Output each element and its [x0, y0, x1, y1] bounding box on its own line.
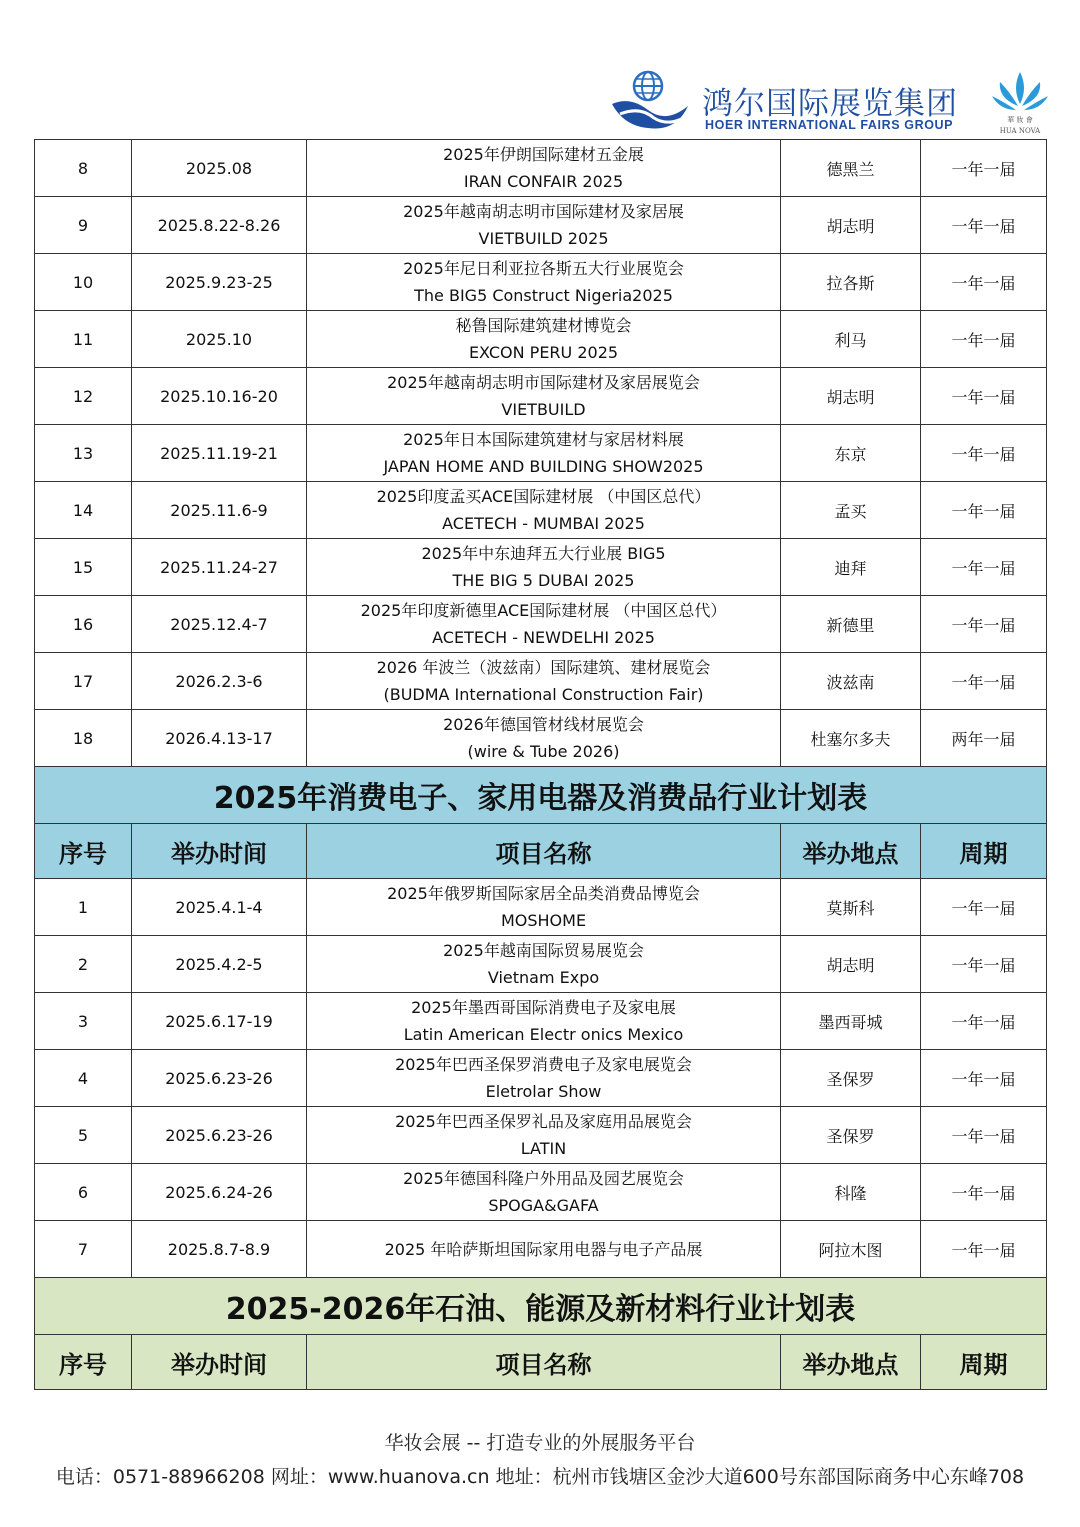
- table-row: [35, 1221, 1047, 1278]
- name-en: The BIG5 Construct Nigeria2025: [414, 286, 673, 305]
- name-cn: 2025年俄罗斯国际家居全品类消费品博览会: [387, 884, 700, 903]
- row-cycle: 一年一届: [921, 993, 1047, 1050]
- row-cycle: 一年一届: [921, 653, 1047, 710]
- row-project-name: [307, 254, 781, 311]
- row-number: 9: [35, 197, 132, 254]
- table-header-row: [35, 1335, 1047, 1390]
- row-cycle: 一年一届: [921, 539, 1047, 596]
- row-project-name: [307, 539, 781, 596]
- name-cn: 2025年越南胡志明市国际建材及家居展: [403, 202, 684, 221]
- name-cn: 2025年尼日利亚拉各斯五大行业展览会: [403, 259, 684, 278]
- name-en: THE BIG 5 DUBAI 2025: [452, 571, 635, 590]
- name-en: (wire & Tube 2026): [467, 742, 620, 761]
- section-title: 2025年消费电子、家用电器及消费品行业计划表: [35, 767, 1047, 824]
- row-city: 利马: [781, 311, 921, 368]
- row-city: 波兹南: [781, 653, 921, 710]
- name-cn: 2025年巴西圣保罗礼品及家庭用品展览会: [395, 1112, 692, 1131]
- row-date: 2025.4.2-5: [132, 936, 307, 993]
- table-row: [35, 879, 1047, 936]
- row-cycle: 一年一届: [921, 1164, 1047, 1221]
- header-date: 举办时间: [132, 1335, 307, 1390]
- row-city: 东京: [781, 425, 921, 482]
- row-number: 8: [35, 140, 132, 197]
- header-number: 序号: [35, 1335, 132, 1390]
- header-cycle: 周期: [921, 1335, 1047, 1390]
- row-project-name: [307, 596, 781, 653]
- section-title: 2025-2026年石油、能源及新材料行业计划表: [35, 1278, 1047, 1335]
- company-logo: [610, 70, 1050, 136]
- table-row: [35, 311, 1047, 368]
- hua-cn: 華 妝 會: [1007, 116, 1033, 124]
- logo-chinese-name: 鸿尔国际展览集团: [702, 86, 958, 122]
- table-row: [35, 254, 1047, 311]
- row-project-name: [307, 1221, 781, 1278]
- header-number: 序号: [35, 824, 132, 879]
- name-cn: 秘鲁国际建筑建材博览会: [455, 316, 632, 335]
- name-cn: 2025年巴西圣保罗消费电子及家电展览会: [395, 1055, 692, 1074]
- row-project-name: [307, 311, 781, 368]
- name-en: SPOGA&GAFA: [488, 1196, 599, 1215]
- row-number: 7: [35, 1221, 132, 1278]
- row-city: 德黑兰: [781, 140, 921, 197]
- row-cycle: 两年一届: [921, 710, 1047, 767]
- table-row: [35, 993, 1047, 1050]
- row-cycle: 一年一届: [921, 936, 1047, 993]
- row-date: 2025.6.17-19: [132, 993, 307, 1050]
- row-number: 17: [35, 653, 132, 710]
- row-date: 2025.12.4-7: [132, 596, 307, 653]
- row-date: 2025.4.1-4: [132, 879, 307, 936]
- header-project-name: 项目名称: [307, 824, 781, 879]
- row-project-name: [307, 993, 781, 1050]
- row-number: 6: [35, 1164, 132, 1221]
- header-project-name: 项目名称: [307, 1335, 781, 1390]
- row-city: 圣保罗: [781, 1050, 921, 1107]
- row-cycle: 一年一届: [921, 140, 1047, 197]
- name-cn: 2025年印度新德里ACE国际建材展 （中国区总代）: [360, 601, 727, 620]
- row-project-name: [307, 879, 781, 936]
- name-cn: 2025印度孟买ACE国际建材展 （中国区总代）: [376, 487, 711, 506]
- row-date: 2026.4.13-17: [132, 710, 307, 767]
- row-date: 2025.11.24-27: [132, 539, 307, 596]
- name-cn: 2026年德国管材线材展览会: [443, 715, 644, 734]
- row-city: 杜塞尔多夫: [781, 710, 921, 767]
- row-project-name: [307, 197, 781, 254]
- name-en: JAPAN HOME AND BUILDING SHOW2025: [383, 457, 704, 476]
- row-date: 2025.08: [132, 140, 307, 197]
- row-number: 18: [35, 710, 132, 767]
- section-title-row: [35, 767, 1047, 824]
- row-cycle: 一年一届: [921, 311, 1047, 368]
- row-date: 2025.11.19-21: [132, 425, 307, 482]
- name-cn: 2025 年哈萨斯坦国际家用电器与电子产品展: [384, 1239, 703, 1259]
- row-city: 胡志明: [781, 936, 921, 993]
- name-en: VIETBUILD 2025: [478, 229, 609, 248]
- table-row: [35, 197, 1047, 254]
- table-row: [35, 539, 1047, 596]
- name-en: Vietnam Expo: [487, 968, 600, 987]
- row-city: 拉各斯: [781, 254, 921, 311]
- table-row: [35, 1164, 1047, 1221]
- name-cn: 2025年日本国际建筑建材与家居材料展: [403, 430, 684, 449]
- row-city: 阿拉木图: [781, 1221, 921, 1278]
- table-row: [35, 653, 1047, 710]
- row-date: 2025.6.23-26: [132, 1107, 307, 1164]
- row-project-name: [307, 1107, 781, 1164]
- name-cn: 2025年越南国际贸易展览会: [443, 941, 644, 960]
- row-city: 孟买: [781, 482, 921, 539]
- name-cn: 2025年中东迪拜五大行业展 BIG5: [421, 544, 666, 563]
- name-en: MOSHOME: [500, 911, 587, 930]
- row-number: 13: [35, 425, 132, 482]
- row-number: 3: [35, 993, 132, 1050]
- hua-en: HUA NOVA: [999, 127, 1041, 135]
- row-city: 胡志明: [781, 368, 921, 425]
- row-project-name: [307, 1050, 781, 1107]
- table-row: [35, 425, 1047, 482]
- row-cycle: 一年一届: [921, 879, 1047, 936]
- row-date: 2025.6.23-26: [132, 1050, 307, 1107]
- name-en: ACETECH - MUMBAI 2025: [442, 514, 645, 533]
- name-en: Latin American Electr onics Mexico: [403, 1025, 684, 1044]
- row-project-name: [307, 425, 781, 482]
- row-number: 5: [35, 1107, 132, 1164]
- row-number: 12: [35, 368, 132, 425]
- table-row: [35, 1050, 1047, 1107]
- row-cycle: 一年一届: [921, 425, 1047, 482]
- row-city: 圣保罗: [781, 1107, 921, 1164]
- row-cycle: 一年一届: [921, 1107, 1047, 1164]
- name-en: Eletrolar Show: [485, 1082, 602, 1101]
- table-row: [35, 482, 1047, 539]
- row-project-name: [307, 368, 781, 425]
- row-number: 15: [35, 539, 132, 596]
- table-row: [35, 596, 1047, 653]
- name-cn: 2026 年波兰（波兹南）国际建筑、建材展览会: [376, 658, 711, 677]
- name-en: ACETECH - NEWDELHI 2025: [432, 628, 655, 647]
- row-date: 2025.9.23-25: [132, 254, 307, 311]
- row-number: 2: [35, 936, 132, 993]
- row-project-name: [307, 710, 781, 767]
- table-row: [35, 140, 1047, 197]
- row-project-name: [307, 936, 781, 993]
- row-project-name: [307, 482, 781, 539]
- row-number: 4: [35, 1050, 132, 1107]
- header-location: 举办地点: [781, 1335, 921, 1390]
- header-cycle: 周期: [921, 824, 1047, 879]
- globe-logo-icon: [610, 70, 702, 134]
- row-city: 胡志明: [781, 197, 921, 254]
- name-cn: 2025年德国科隆户外用品及园艺展览会: [403, 1169, 684, 1188]
- name-en: EXCON PERU 2025: [468, 343, 619, 362]
- row-cycle: 一年一届: [921, 1221, 1047, 1278]
- row-cycle: 一年一届: [921, 368, 1047, 425]
- exhibition-plan-table: [34, 139, 1047, 1390]
- row-date: 2025.6.24-26: [132, 1164, 307, 1221]
- row-date: 2025.11.6-9: [132, 482, 307, 539]
- row-number: 14: [35, 482, 132, 539]
- row-number: 11: [35, 311, 132, 368]
- row-project-name: [307, 1164, 781, 1221]
- row-number: 16: [35, 596, 132, 653]
- table-row: [35, 368, 1047, 425]
- logo-english-name: HOER INTERNATIONAL FAIRS GROUP: [705, 118, 954, 132]
- section-title-row: [35, 1278, 1047, 1335]
- name-en: VIETBUILD: [501, 400, 586, 419]
- table-row: [35, 936, 1047, 993]
- row-date: 2025.8.7-8.9: [132, 1221, 307, 1278]
- table-row: [35, 1107, 1047, 1164]
- name-en: (BUDMA International Construction Fair): [383, 685, 704, 704]
- row-city: 墨西哥城: [781, 993, 921, 1050]
- name-cn: 2025年墨西哥国际消费电子及家电展: [411, 998, 676, 1017]
- row-number: 10: [35, 254, 132, 311]
- row-project-name: [307, 653, 781, 710]
- name-en: LATIN: [520, 1139, 567, 1158]
- row-city: 莫斯科: [781, 879, 921, 936]
- row-city: 迪拜: [781, 539, 921, 596]
- row-city: 新德里: [781, 596, 921, 653]
- table-header-row: [35, 824, 1047, 879]
- header-date: 举办时间: [132, 824, 307, 879]
- row-cycle: 一年一届: [921, 254, 1047, 311]
- header-location: 举办地点: [781, 824, 921, 879]
- footer-slogan: 华妆会展 -- 打造专业的外展服务平台: [384, 1432, 696, 1454]
- name-cn: 2025年越南胡志明市国际建材及家居展览会: [387, 373, 700, 392]
- row-cycle: 一年一届: [921, 1050, 1047, 1107]
- row-date: 2025.10.16-20: [132, 368, 307, 425]
- row-date: 2026.2.3-6: [132, 653, 307, 710]
- row-city: 科隆: [781, 1164, 921, 1221]
- row-number: 1: [35, 879, 132, 936]
- row-cycle: 一年一届: [921, 482, 1047, 539]
- name-cn: 2025年伊朗国际建材五金展: [443, 145, 644, 164]
- row-date: 2025.8.22-8.26: [132, 197, 307, 254]
- footer-contact: 电话：0571-88966208 网址：www.huanova.cn 地址：杭州市钱塘区金沙大道600号东部国际商务中心东峰708: [55, 1466, 1025, 1488]
- table-row: [35, 710, 1047, 767]
- row-cycle: 一年一届: [921, 197, 1047, 254]
- row-cycle: 一年一届: [921, 596, 1047, 653]
- row-project-name: [307, 140, 781, 197]
- name-en: IRAN CONFAIR 2025: [463, 172, 624, 191]
- hua-nova-logo-icon: [990, 70, 1050, 136]
- row-date: 2025.10: [132, 311, 307, 368]
